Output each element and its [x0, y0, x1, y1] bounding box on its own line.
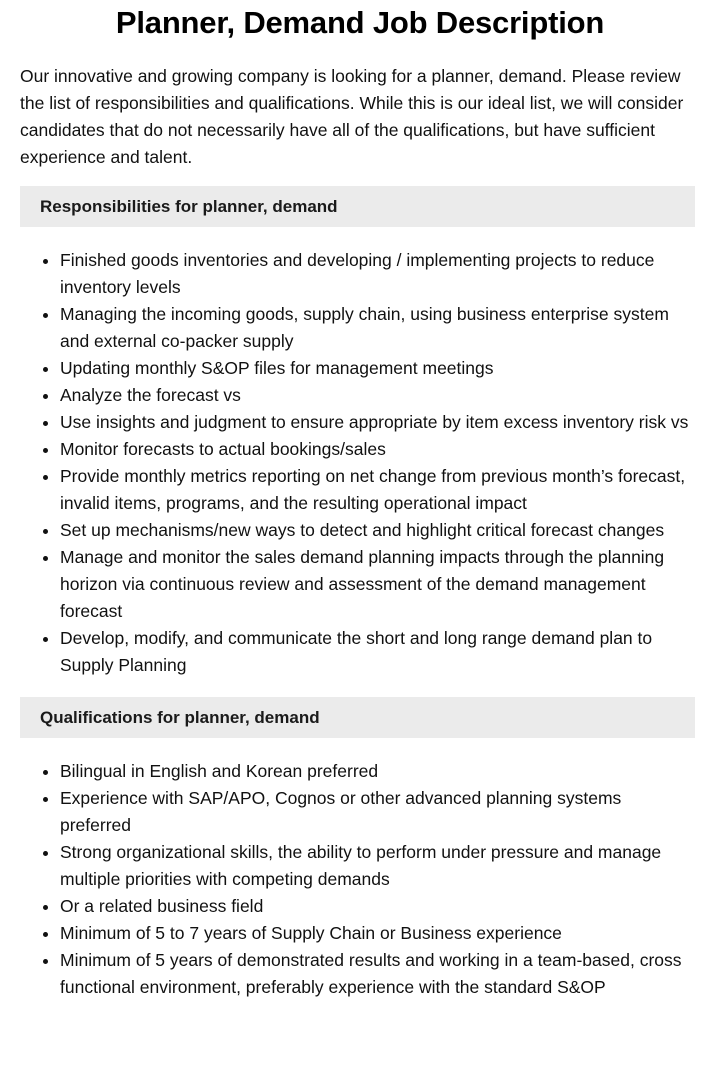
list-item: • Managing the incoming goods, supply chain, using business enterprise system and external co-packer supply: [60, 301, 695, 355]
intro-paragraph: Our innovative and growing company is looking for a planner, demand. Please review the list of responsibilities and qualifications. While this is our ideal list, we will consider candidates that do not necessarily have all of the qualifications, but have sufficient experience and talent.: [20, 66, 684, 167]
list-item: • Manage and monitor the sales demand planning impacts through the planning horizon via continuous review and assessment of the demand management forecast: [60, 544, 695, 625]
list-item: • Bilingual in English and Korean preferred: [60, 758, 695, 785]
qualifications-heading: Qualifications for planner, demand: [20, 697, 695, 738]
list-item: • Develop, modify, and communicate the short and long range demand plan to Supply Planning: [60, 625, 695, 679]
list-item: • Or a related business field: [60, 893, 695, 920]
list-item: • Finished goods inventories and developing / implementing projects to reduce inventory levels: [60, 247, 695, 301]
responsibilities-list: [20, 247, 695, 679]
list-item: • Strong organizational skills, the ability to perform under pressure and manage multiple priorities with competing demands: [60, 839, 695, 893]
list-item: • Minimum of 5 to 7 years of Supply Chain or Business experience: [60, 920, 695, 947]
list-item: • Updating monthly S&OP files for management meetings: [60, 355, 695, 382]
list-item: • Use insights and judgment to ensure appropriate by item excess inventory risk vs: [60, 409, 695, 436]
list-item: • Minimum of 5 years of demonstrated results and working in a team-based, cross functional environment, preferably experience with the standard S&OP: [60, 947, 695, 1001]
responsibilities-heading: Responsibilities for planner, demand: [20, 186, 695, 227]
list-item: • Provide monthly metrics reporting on net change from previous month’s forecast, invalid items, programs, and the resulting operational impact: [60, 463, 695, 517]
list-item: • Experience with SAP/APO, Cognos or other advanced planning systems preferred: [60, 785, 695, 839]
list-item: • Analyze the forecast vs: [60, 382, 695, 409]
page-title: Planner, Demand Job Description: [115, 5, 605, 40]
list-item: • Set up mechanisms/new ways to detect and highlight critical forecast changes: [60, 517, 695, 544]
list-item: • Monitor forecasts to actual bookings/sales: [60, 436, 695, 463]
qualifications-list: [20, 758, 695, 1001]
